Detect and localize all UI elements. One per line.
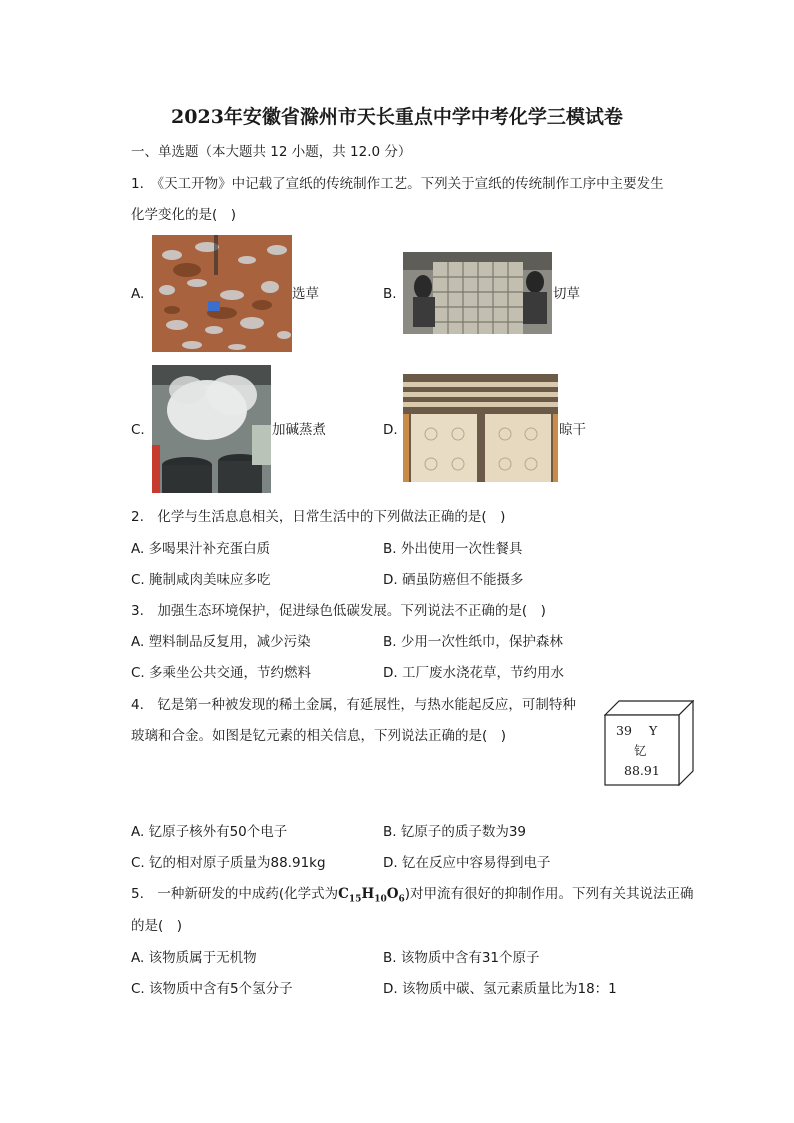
q5-option-b: B. 该物质中含有31个原子 xyxy=(383,950,540,966)
q1-option-a-letter: A. xyxy=(131,286,145,302)
q1-option-a-label: 选草 xyxy=(292,286,319,302)
q5-stem-line2: 的是( ) xyxy=(131,918,183,934)
q1-option-b-label: 切草 xyxy=(553,286,580,302)
q3-stem: 3. 加强生态环境保护，促进绿色低碳发展。下列说法不正确的是( ) xyxy=(131,603,546,619)
photo-drying-paper xyxy=(403,374,558,482)
q4-option-b: B. 钇原子的质子数为39 xyxy=(383,824,527,840)
chemical-formula: $C_{15}H_{10}O_6$ xyxy=(338,886,405,905)
q1-stem-line1: 1. 《天工开物》中记载了宣纸的传统制作工艺。下列关于宣纸的传统制作工序中主要发生 xyxy=(131,176,664,192)
q1-option-b-letter: B. xyxy=(383,286,397,302)
q3-option-d: D. 工厂废水浇花草，节约用水 xyxy=(383,665,564,681)
q4-option-c: C. 钇的相对原子质量为88.91kg xyxy=(131,855,326,871)
photo-selecting-grass xyxy=(152,235,292,352)
q5-option-d: D. 该物质中碳、氢元素质量比为18：1 xyxy=(383,981,617,997)
q2-stem: 2. 化学与生活息息相关，日常生活中的下列做法正确的是( ) xyxy=(131,509,506,525)
q3-option-a: A. 塑料制品反复用，减少污染 xyxy=(131,634,311,650)
element-name: 钇 xyxy=(634,743,647,758)
element-symbol: Y xyxy=(649,723,658,738)
q4-stem-line2: 玻璃和合金。如图是钇元素的相关信息，下列说法正确的是( ) xyxy=(131,728,507,744)
q1-option-d-label: 晾干 xyxy=(559,422,586,438)
element-atomic-mass: 88.91 xyxy=(624,763,660,778)
q5-option-c: C. 该物质中含有5个氢分子 xyxy=(131,981,293,997)
section-heading: 一、单选题（本大题共 12 小题，共 12.0 分） xyxy=(131,144,412,160)
q3-option-b: B. 少用一次性纸巾，保护森林 xyxy=(383,634,563,650)
element-atomic-number: 39 xyxy=(616,723,632,738)
q4-option-d: D. 钇在反应中容易得到电子 xyxy=(383,855,551,871)
q5-option-a: A. 该物质属于无机物 xyxy=(131,950,257,966)
q5-stem-part-b: )对甲流有很好的抑制作用。下列有关其说法正确 xyxy=(404,886,694,902)
q5-stem-part-a: 5. 一种新研发的中成药(化学式为 xyxy=(131,886,339,902)
q2-option-c: C. 腌制咸肉美味应多吃 xyxy=(131,572,271,588)
photo-cutting-grass xyxy=(403,252,552,334)
q3-option-c: C. 多乘坐公共交通，节约燃料 xyxy=(131,665,312,681)
element-cell-yttrium xyxy=(604,700,694,786)
q1-option-d-letter: D. xyxy=(383,422,398,438)
q4-option-a: A. 钇原子核外有50个电子 xyxy=(131,824,288,840)
photo-alkali-steaming xyxy=(152,365,271,493)
q2-option-d: D. 硒虽防癌但不能摄多 xyxy=(383,572,524,588)
q5-stem-line1 xyxy=(131,888,694,905)
q2-option-b: B. 外出使用一次性餐具 xyxy=(383,541,523,557)
q1-option-c-label: 加碱蒸煮 xyxy=(272,422,326,438)
page-title: 2023年安徽省滁州市天长重点中学中考化学三模试卷 xyxy=(171,106,623,128)
q2-option-a: A. 多喝果汁补充蛋白质 xyxy=(131,541,271,557)
q1-option-c-letter: C. xyxy=(131,422,145,438)
q4-stem-line1: 4. 钇是第一种被发现的稀土金属，有延展性，与热水能起反应，可制特种 xyxy=(131,697,576,713)
q1-stem-line2: 化学变化的是( ) xyxy=(131,207,237,223)
